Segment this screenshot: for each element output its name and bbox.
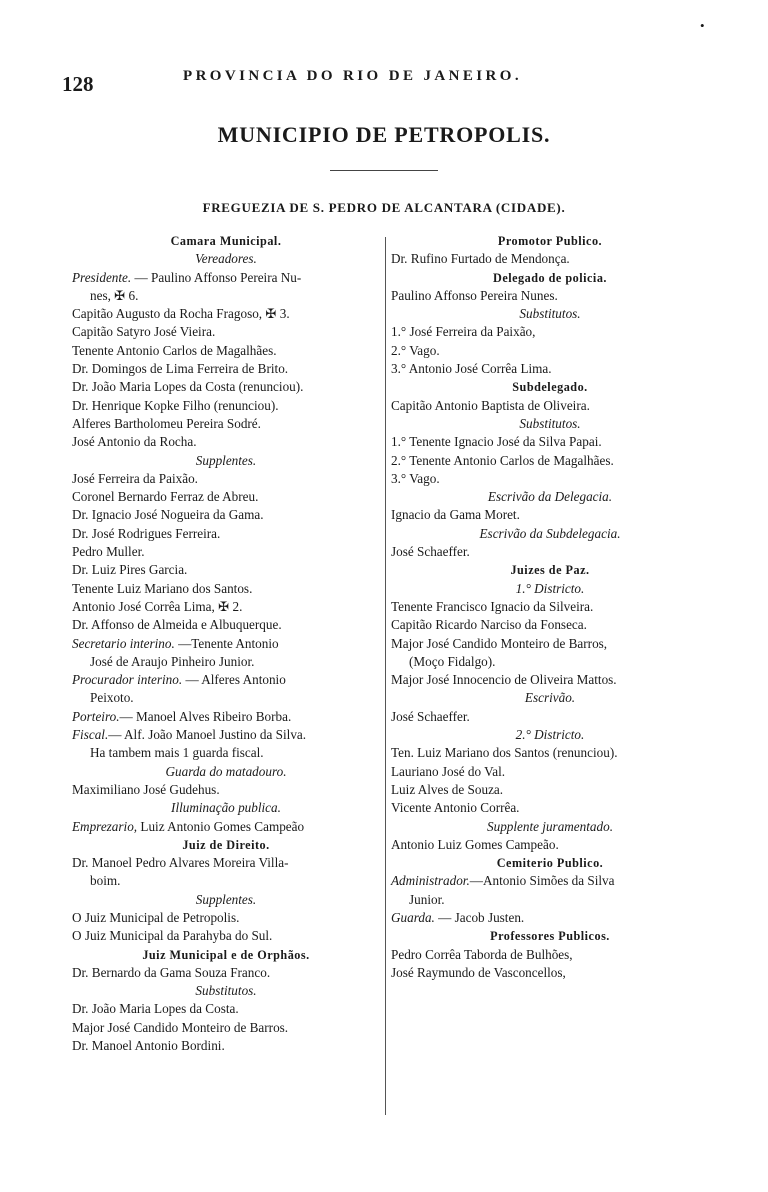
- entry: [72, 269, 380, 287]
- subsection-heading: Escrivão da Delegacia.: [487, 489, 613, 505]
- entry: Dr. João Maria Lopes da Costa (renunciou).: [72, 379, 304, 395]
- entry: Luiz Alves de Souza.: [391, 781, 504, 797]
- entry: Ignacio da Gama Moret.: [391, 507, 520, 523]
- entry: Tenente Francisco Ignacio da Silveira.: [391, 598, 594, 614]
- entry: Dr. Henrique Kopke Filho (renunciou).: [72, 397, 279, 413]
- subsection-heading: Substitutos.: [519, 415, 581, 431]
- entry: Major José Candido Monteiro de Barros.: [72, 1019, 289, 1035]
- section-heading: Delegado de policia.: [493, 270, 607, 285]
- entry: Tenente Antonio Carlos de Magalhães.: [72, 342, 277, 358]
- entry: Capitão Ricardo Narciso da Fonseca.: [391, 617, 587, 633]
- entry: [391, 909, 709, 927]
- entry-continuation: boim.: [90, 873, 121, 889]
- entry-label: Procurador interino.: [72, 672, 183, 688]
- subsection-heading: Substitutos.: [519, 306, 581, 322]
- entry: Alferes Bartholomeu Pereira Sodré.: [72, 415, 261, 431]
- subsection-heading: Escrivão da Subdelegacia.: [479, 525, 621, 541]
- section-heading: Subdelegado.: [512, 380, 588, 395]
- entry-continuation: Ha tambem mais 1 guarda fiscal.: [90, 745, 264, 761]
- entry-label: Guarda.: [391, 909, 435, 925]
- section-heading: Camara Municipal.: [170, 234, 282, 248]
- section-heading: Juiz Municipal e de Orphãos.: [142, 947, 310, 962]
- entry: [72, 818, 380, 836]
- entry: Dr. Rufino Furtado de Mendonça.: [391, 251, 570, 267]
- entry: [72, 671, 380, 689]
- entry: 2.° Vago.: [391, 342, 440, 358]
- subsection-heading: Supplentes.: [195, 891, 257, 907]
- section-heading: Promotor Publico.: [497, 234, 603, 248]
- entry: 3.° Vago.: [391, 470, 440, 486]
- entry: Antonio José Corrêa Lima, ✠ 2.: [72, 598, 243, 614]
- right-column: [391, 232, 709, 982]
- entry: Antonio Luiz Gomes Campeão.: [391, 836, 559, 852]
- entry: Dr. Luiz Pires Garcia.: [72, 562, 188, 578]
- entry: Coronel Bernardo Ferraz de Abreu.: [72, 489, 259, 505]
- entry-continuation: (Moço Fidalgo).: [409, 653, 496, 669]
- entry: Maximiliano José Gudehus.: [72, 781, 220, 797]
- subsection-heading: Substitutos.: [195, 983, 257, 999]
- subsection-heading: Supplente juramentado.: [487, 818, 613, 834]
- parish-heading: FREGUEZIA DE S. PEDRO DE ALCANTARA (CIDADE).: [202, 200, 566, 215]
- entry: José Antonio da Rocha.: [72, 434, 197, 450]
- running-title: PROVINCIA DO RIO DE JANEIRO.: [183, 68, 522, 84]
- entry: Capitão Antonio Baptista de Oliveira.: [391, 397, 590, 413]
- entry: José Schaeffer.: [391, 708, 470, 724]
- entry-continuation: Peixoto.: [90, 690, 134, 706]
- entry: José Schaeffer.: [391, 544, 470, 560]
- subsection-heading: Supplentes.: [195, 452, 257, 468]
- entry-label: Porteiro.: [72, 708, 120, 724]
- entry: Pedro Muller.: [72, 544, 145, 560]
- entry: Ten. Luiz Mariano dos Santos (renunciou).: [391, 745, 618, 761]
- entry-label: Presidente.: [72, 269, 132, 285]
- entry: [72, 708, 380, 726]
- entry: Dr. Manoel Pedro Alvares Moreira Villa-: [72, 855, 289, 871]
- section-heading: Cemiterio Publico.: [496, 856, 604, 871]
- entry: Major José Candido Monteiro de Barros,: [391, 635, 608, 651]
- entry: Major José Innocencio de Oliveira Mattos.: [391, 672, 617, 688]
- entry: Dr. Affonso de Almeida e Albuquerque.: [72, 617, 282, 633]
- section-heading: Professores Publicos.: [490, 929, 610, 944]
- entry: Dr. José Rodrigues Ferreira.: [72, 525, 221, 541]
- entry: 2.° Tenente Antonio Carlos de Magalhães.: [391, 452, 614, 468]
- subsection-heading: Illuminação publica.: [171, 800, 281, 816]
- entry: O Juiz Municipal de Petropolis.: [72, 909, 240, 925]
- entry-label: Fiscal.: [72, 727, 109, 743]
- entry-label: Secretario interino.: [72, 635, 175, 651]
- entry: Dr. Domingos de Lima Ferreira de Brito.: [72, 361, 289, 377]
- entry-text: Luiz Antonio Gomes Campeão: [137, 818, 305, 834]
- column-divider: [385, 237, 386, 1115]
- entry-text: — Manoel Alves Ribeiro Borba.: [119, 708, 292, 724]
- entry: Dr. Bernardo da Gama Souza Franco.: [72, 964, 271, 980]
- subsection-heading: Escrivão.: [524, 690, 576, 706]
- entry: Dr. Ignacio José Nogueira da Gama.: [72, 507, 264, 523]
- section-heading: Juizes de Paz.: [510, 563, 590, 578]
- entry: 1.° José Ferreira da Paixão,: [391, 324, 536, 340]
- entry-continuation: José de Araujo Pinheiro Junior.: [90, 653, 255, 669]
- entry-label: Emprezario,: [72, 818, 138, 834]
- subsection-heading: Guarda do matadouro.: [165, 763, 287, 779]
- entry: Capitão Satyro José Vieira.: [72, 324, 216, 340]
- left-column: [72, 232, 380, 1055]
- entry: Dr. Manoel Antonio Bordini.: [72, 1038, 225, 1054]
- entry: 1.° Tenente Ignacio José da Silva Papai.: [391, 434, 602, 450]
- entry: 3.° Antonio José Corrêa Lima.: [391, 361, 552, 377]
- entry: Vicente Antonio Corrêa.: [391, 800, 520, 816]
- entry-label: Administrador.: [391, 873, 470, 889]
- entry: José Ferreira da Paixão.: [72, 470, 198, 486]
- entry: José Raymundo de Vasconcellos,: [391, 964, 566, 980]
- entry: [72, 635, 380, 653]
- title-divider: [330, 170, 438, 171]
- subsection-heading: 1.° Districto.: [515, 580, 585, 596]
- entry-text: — Alf. João Manoel Justino da Silva.: [108, 727, 307, 743]
- entry: Tenente Luiz Mariano dos Santos.: [72, 580, 253, 596]
- page-number: 128: [62, 72, 94, 96]
- entry-text: —Tenente Antonio: [174, 635, 279, 651]
- section-heading: Juiz de Direito.: [182, 837, 270, 852]
- stray-dot: •: [700, 18, 705, 33]
- subsection-heading: 2.° Districto.: [515, 727, 585, 743]
- entry-continuation: Junior.: [409, 891, 445, 907]
- entry: Pedro Corrêa Taborda de Bulhões,: [391, 946, 573, 962]
- entry-text: — Jacob Justen.: [434, 909, 525, 925]
- entry-text: — Alferes Antonio: [182, 672, 286, 688]
- entry-text: —Antonio Simões da Silva: [469, 873, 615, 889]
- entry-text: — Paulino Affonso Pereira Nu-: [131, 269, 302, 285]
- entry: Dr. João Maria Lopes da Costa.: [72, 1001, 239, 1017]
- entry: O Juiz Municipal da Parahyba do Sul.: [72, 928, 273, 944]
- entry: Paulino Affonso Pereira Nunes.: [391, 287, 558, 303]
- entry-continuation: nes, ✠ 6.: [90, 287, 139, 303]
- page-title: MUNICIPIO DE PETROPOLIS.: [217, 122, 551, 147]
- entry: Capitão Augusto da Rocha Fragoso, ✠ 3.: [72, 306, 290, 322]
- entry: Lauriano José do Val.: [391, 763, 506, 779]
- entry: [72, 726, 380, 744]
- entry: [391, 872, 709, 890]
- subsection-heading: Vereadores.: [195, 251, 257, 267]
